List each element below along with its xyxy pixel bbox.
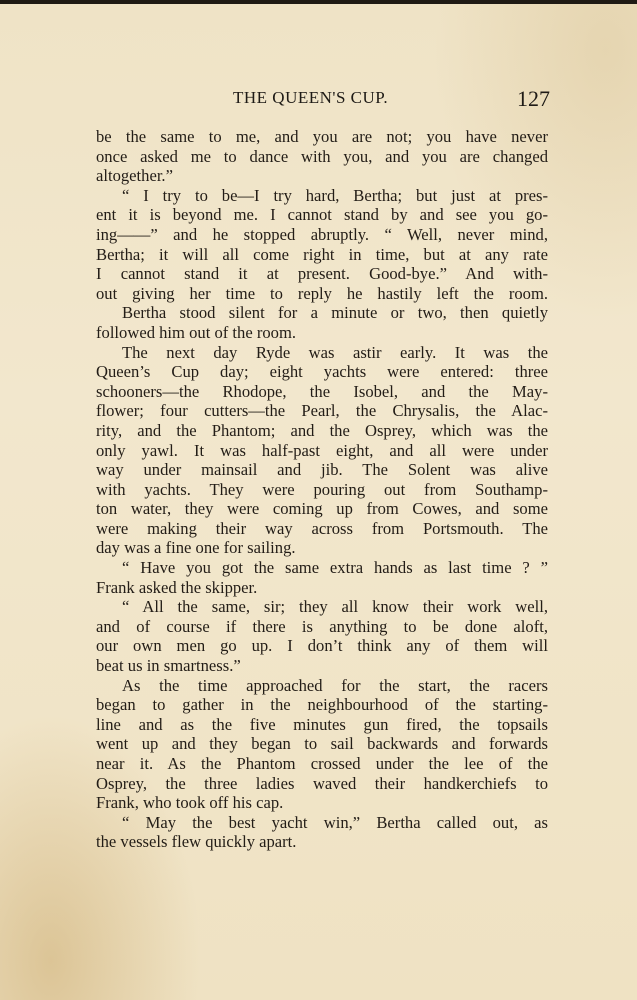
text-line: day was a fine one for sailing. (96, 538, 296, 558)
text-line: Frank, who took off his cap. (96, 793, 284, 813)
text-line: ing——” and he stopped abruptly. “ Well, never mind, (96, 224, 548, 244)
text-line: flower; four cutters—the Pearl, the Chrysalis, the Alac- (96, 401, 548, 421)
text-line: way under mainsail and jib. The Solent was alive (96, 460, 548, 480)
text-line: with yachts. They were pouring out from Southamp- (96, 479, 548, 499)
text-line: Bertha; it will all come right in time, but at any rate (96, 244, 548, 264)
text-line: line and as the five minutes gun fired, the topsails (96, 714, 548, 734)
text-line: “ Have you got the same extra hands as last time ? ” (122, 558, 548, 578)
text-line: ton water, they were coming up from Cowes, and some (96, 499, 548, 519)
text-line: and of course if there is anything to be done aloft, (96, 616, 548, 636)
text-line: were making their way across from Portsmouth. The (96, 518, 548, 538)
text-line: “ May the best yacht win,” Bertha called out, as (122, 812, 548, 832)
text-line: Queen’s Cup day; eight yachts were entered: three (96, 362, 548, 382)
text-line: “ All the same, sir; they all know their work well, (122, 597, 548, 617)
text-line: rity, and the Phantom; and the Osprey, which was the (96, 420, 548, 440)
text-line: went up and they began to sail backwards and forwards (96, 734, 548, 754)
text-line: followed him out of the room. (96, 322, 297, 342)
text-line: began to gather in the neighbourhood of the starting- (96, 695, 548, 715)
text-line: Frank asked the skipper. (96, 577, 258, 597)
text-line: the vessels flew quickly apart. (96, 832, 297, 852)
page-number: 127 (517, 86, 550, 111)
text-line: “ I try to be—I try hard, Bertha; but just at pres- (122, 185, 548, 205)
text-line: As the time approached for the start, the racers (122, 675, 548, 695)
text-line: our own men go up. I don’t think any of them will (96, 636, 548, 656)
text-line: only yawl. It was half-past eight, and all were under (96, 440, 548, 460)
top-edge-rule (0, 0, 637, 4)
text-line: once asked me to dance with you, and you are changed (96, 146, 548, 166)
text-line: near it. As the Phantom crossed under the lee of the (96, 754, 548, 773)
text-line: Osprey, the three ladies waved their handkerchiefs to (96, 773, 548, 793)
text-line: Bertha stood silent for a minute or two, then quietly (122, 303, 548, 323)
text-line: beat us in smartness.” (96, 656, 241, 676)
body-text (96, 127, 548, 852)
page-header (0, 86, 637, 116)
text-line: I cannot stand it at present. Good-bye.” And with- (96, 264, 548, 284)
text-line: ent it is beyond me. I cannot stand by and see you go- (96, 205, 548, 225)
text-line: schooners—the Rhodope, the Isobel, and the May- (96, 381, 548, 401)
text-line: The next day Ryde was astir early. It was the (122, 342, 548, 362)
text-line: be the same to me, and you are not; you have never (96, 127, 548, 146)
text-line: out giving her time to reply he hastily left the room. (96, 283, 548, 303)
running-head: THE QUEEN'S CUP. (233, 88, 389, 107)
text-line: altogether.” (96, 166, 173, 186)
